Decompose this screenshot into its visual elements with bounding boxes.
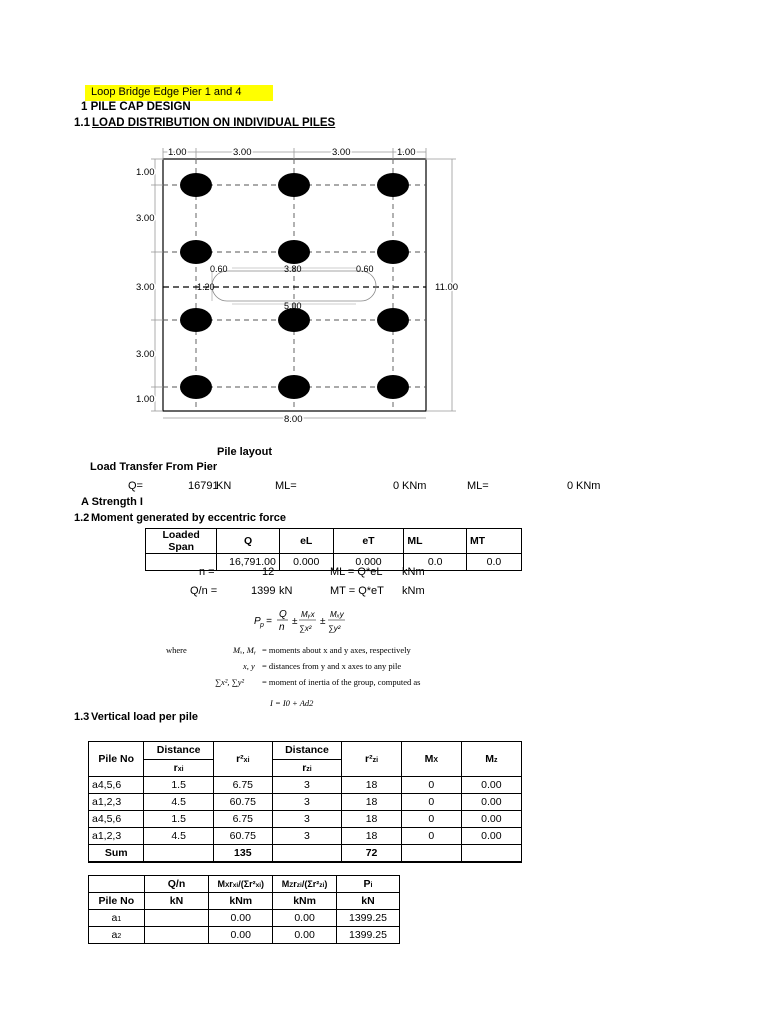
qn-value: 1399	[251, 585, 276, 597]
cell: Sum	[89, 845, 144, 863]
cell: a1,2,3	[89, 828, 144, 845]
header-cell: r²zi	[342, 742, 402, 777]
cell: 0.00	[209, 910, 273, 927]
dim-left-2: 3.00	[136, 213, 155, 224]
cell	[144, 845, 213, 863]
cell	[461, 845, 521, 863]
dim-top-3: 3.00	[332, 147, 351, 158]
pile	[278, 240, 310, 264]
table-row	[89, 777, 522, 794]
section-1-heading: 1 PILE CAP DESIGN	[81, 101, 191, 113]
q-unit: KN	[216, 480, 232, 492]
cell: 16,791.00	[217, 554, 279, 571]
header-cell: eT	[333, 529, 404, 554]
cell	[144, 927, 209, 944]
cell: 18	[342, 777, 402, 794]
pier-dim-3: 0.60	[356, 264, 374, 274]
dim-left-3: 3.00	[136, 282, 155, 293]
dim-left-1: 1.00	[136, 167, 155, 178]
cell: 60.75	[213, 828, 272, 845]
header-cell: Pile No	[89, 742, 144, 777]
page-title: Loop Bridge Edge Pier 1 and 4	[91, 86, 242, 98]
pier-dim-5: 5.00	[284, 301, 302, 311]
q-value: 16791	[188, 480, 219, 492]
table-row	[89, 742, 522, 760]
mt-equation: MT = Q*eT	[330, 585, 384, 597]
section-1-1-number: 1.1	[74, 117, 90, 129]
pile-layout-diagram	[0, 0, 768, 440]
qn-unit: kN	[279, 585, 293, 597]
cell: 0.00	[273, 910, 337, 927]
header-cell: Distance	[144, 742, 213, 760]
cell: 0.00	[273, 927, 337, 944]
moment-table	[145, 528, 522, 571]
formula-symbols-2: x, y	[243, 661, 255, 671]
pier-dim-4: 1.20	[197, 282, 215, 292]
n-value: 12	[262, 566, 275, 578]
dim-left-5: 1.00	[136, 394, 155, 405]
dim-left-4: 3.00	[136, 349, 155, 360]
header-cell: r²xi	[213, 742, 272, 777]
formula-line-3: = moment of inertia of the group, computed as	[262, 677, 421, 687]
table-row	[146, 529, 522, 554]
ml-eq-unit: kNm	[402, 566, 425, 578]
cell: 0	[401, 794, 461, 811]
cell: 18	[342, 811, 402, 828]
formula-line-2: = distances from y and x axes to any pile	[262, 661, 402, 671]
svg-text:±: ±	[320, 616, 326, 627]
pile	[180, 308, 212, 332]
section-1-3-number: 1.3	[74, 711, 90, 723]
dim-top-4: 1.00	[397, 147, 416, 158]
cell: 1.5	[144, 811, 213, 828]
header-cell: MXrxi/(Σr²xi)	[209, 876, 273, 893]
cell: 3	[272, 828, 341, 845]
header-cell: Loaded Span	[146, 529, 217, 554]
cell	[401, 845, 461, 863]
cell: 0.00	[461, 811, 521, 828]
ml-equation: ML = Q*eL	[330, 566, 383, 578]
header-cell: Q	[217, 529, 279, 554]
cell: 0	[401, 777, 461, 794]
header-cell	[89, 876, 145, 893]
cell: 4.5	[144, 828, 213, 845]
header-cell: rxi	[144, 759, 213, 777]
pile	[278, 173, 310, 197]
header-cell: MX	[401, 742, 461, 777]
pile	[180, 173, 212, 197]
header-cell: kNm	[209, 893, 273, 910]
cell: 60.75	[213, 794, 272, 811]
dim-bottom: 8.00	[284, 414, 303, 425]
cell: 3	[272, 777, 341, 794]
cell: 3	[272, 794, 341, 811]
pile	[278, 375, 310, 399]
cell: a1	[89, 910, 145, 927]
table-row	[89, 811, 522, 828]
table-row	[89, 893, 400, 910]
table-row	[89, 828, 522, 845]
cell	[144, 910, 209, 927]
cell: a4,5,6	[89, 811, 144, 828]
cell: 72	[342, 845, 402, 863]
formula-where: where	[166, 645, 187, 655]
strength-heading: A Strength I	[81, 496, 143, 508]
cell: 4.5	[144, 794, 213, 811]
cell: 0.0	[466, 554, 521, 571]
pile-load-formula	[250, 604, 370, 638]
svg-text:∑x²: ∑x²	[299, 624, 312, 633]
header-cell: MZrzi/(Σr²zi)	[273, 876, 337, 893]
cell: a2	[89, 927, 145, 944]
dim-top-1: 1.00	[168, 147, 187, 158]
svg-text:p: p	[260, 622, 264, 629]
pile	[377, 240, 409, 264]
svg-text:∑y²: ∑y²	[328, 624, 341, 633]
cell: 135	[213, 845, 272, 863]
layout-caption: Pile layout	[217, 446, 273, 458]
svg-text:Mᵧx: Mᵧx	[301, 610, 315, 619]
header-cell: eL	[279, 529, 333, 554]
table-row	[89, 910, 400, 927]
table-row	[89, 794, 522, 811]
load-transfer-heading: Load Transfer From Pier	[90, 461, 218, 473]
cell: 0.00	[209, 927, 273, 944]
cell: 0.00	[461, 794, 521, 811]
header-cell: Pi	[336, 876, 399, 893]
mt-eq-unit: kNm	[402, 585, 425, 597]
cell: 0.000	[333, 554, 404, 571]
cell: a1,2,3	[89, 794, 144, 811]
pile-load-table	[88, 875, 400, 944]
dim-top-2: 3.00	[233, 147, 252, 158]
ml2-unit: KNm	[576, 480, 601, 492]
cell	[272, 845, 341, 863]
pile	[377, 308, 409, 332]
pile	[278, 308, 310, 332]
formula-symbols-3: ∑x², ∑y²	[215, 677, 245, 687]
cell: 3	[272, 811, 341, 828]
pile	[377, 173, 409, 197]
svg-text:=: =	[266, 616, 272, 627]
formula-symbols-1: Mₓ, Mᵧ	[233, 645, 256, 655]
svg-text:n: n	[279, 622, 285, 633]
cell: 0.000	[279, 554, 333, 571]
dim-right: 11.00	[435, 282, 459, 293]
formula-line-4: I = I0 + Ad2	[270, 698, 314, 708]
n-label: n =	[199, 566, 215, 578]
svg-text:Mₓy: Mₓy	[330, 610, 344, 619]
cell: 0	[401, 828, 461, 845]
section-1-3-heading: Vertical load per pile	[91, 711, 198, 723]
ml-label: ML=	[275, 480, 297, 492]
section-1-1-heading: LOAD DISTRIBUTION ON INDIVIDUAL PILES	[92, 117, 336, 129]
cell: 1399.25	[336, 910, 399, 927]
cell: 0.0	[404, 554, 467, 571]
header-cell: Pile No	[89, 893, 145, 910]
svg-text:Q: Q	[279, 609, 287, 620]
header-cell: kN	[144, 893, 209, 910]
ml2-label: ML=	[467, 480, 489, 492]
cell: 18	[342, 828, 402, 845]
ml2-value: 0	[567, 480, 574, 492]
formula-line-1: = moments about x and y axes, respectively	[262, 645, 411, 655]
table-row	[89, 927, 400, 944]
cell: 0.00	[461, 777, 521, 794]
cell: 6.75	[213, 777, 272, 794]
svg-text:P: P	[254, 616, 261, 627]
header-cell: Distance	[272, 742, 341, 760]
cell: 1399.25	[336, 927, 399, 944]
pier-dim-2: 3.80	[284, 264, 302, 274]
header-cell: Mz	[461, 742, 521, 777]
pile	[180, 240, 212, 264]
ml-unit: KNm	[402, 480, 427, 492]
cell: 1.5	[144, 777, 213, 794]
table-row	[89, 876, 400, 893]
ml-value: 0	[393, 480, 400, 492]
header-cell: kNm	[273, 893, 337, 910]
cell: 6.75	[213, 811, 272, 828]
cell: 0.00	[461, 828, 521, 845]
pile	[377, 375, 409, 399]
header-cell: Q/n	[144, 876, 209, 893]
section-1-2-heading: Moment generated by eccentric force	[91, 512, 287, 524]
cell: a4,5,6	[89, 777, 144, 794]
header-cell: MT	[466, 529, 521, 554]
section-1-2-number: 1.2	[74, 512, 90, 524]
vertical-load-table	[88, 741, 522, 863]
pier-dim-1: 0.60	[210, 264, 228, 274]
header-cell: kN	[336, 893, 399, 910]
svg-text:±: ±	[292, 616, 298, 627]
qn-label: Q/n =	[190, 585, 218, 597]
q-label: Q=	[128, 480, 143, 492]
pile	[180, 375, 212, 399]
cell: 0	[401, 811, 461, 828]
header-cell: ML	[404, 529, 467, 554]
cell: 18	[342, 794, 402, 811]
table-row-sum	[89, 845, 522, 863]
header-cell: rzi	[272, 759, 341, 777]
